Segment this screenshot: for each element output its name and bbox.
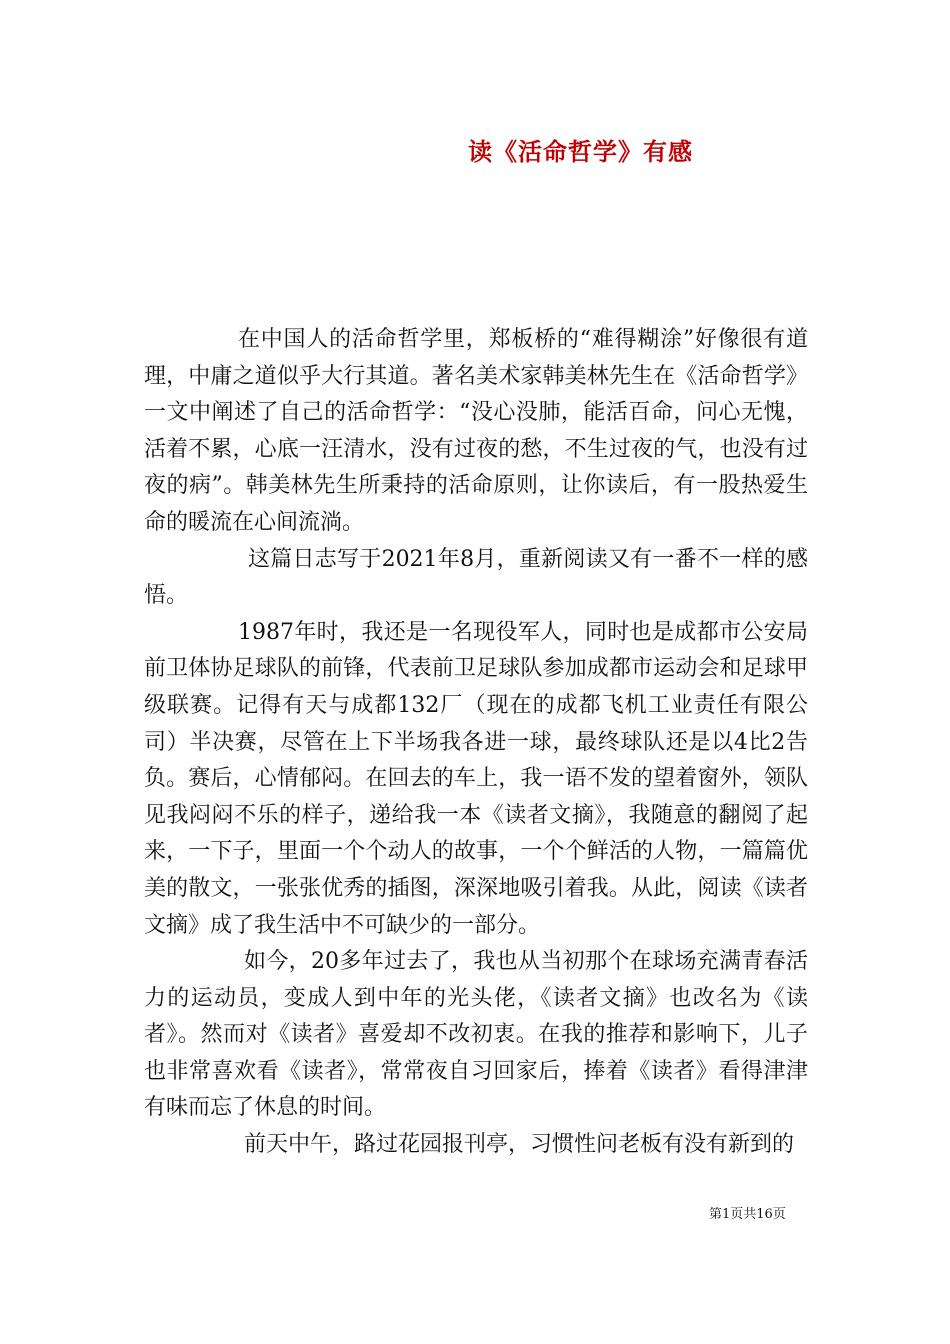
paragraph-2: 这篇日志写于2021年8月，重新阅读又有一番不一样的感悟。 (144, 546, 808, 609)
document-title: 读《活命哲学》有感 (468, 137, 693, 166)
paragraph-5: 前天中午，路过花园报刊亭，习惯性问老板有没有新到的 (244, 1132, 795, 1158)
paragraph-1: 在中国人的活命哲学里，郑板桥的“难得糊涂”好像很有道理，中庸之道似乎大行其道。著名美术家韩美林先生在《活命哲学》一文中阐述了自己的活命哲学：“没心没肺，能活百命，问心无愧，活着不累，心底一汪清水，没有过夜的愁，不生过夜的气，也没有过夜的病”。韩美林先生所秉持的活命原则，让你读后，有一股热爱生命的暖流在心间流淌。 (144, 327, 808, 535)
paragraph-3: 1987年时，我还是一名现役军人，同时也是成都市公安局前卫体协足球队的前锋，代表前卫足球队参加成都市运动会和足球甲级联赛。记得有天与成都132厂（现在的成都飞机工业责任有限公司）半决赛，尽管在上下半场我各进一球，最终球队还是以4比2告负。赛后，心情郁闷。在回去的车上，我一语不发的望着窗外，领队见我闷闷不乐的样子，递给我一本《读者文摘》，我随意的翻阅了起来，一下子，里面一个个动人的故事，一个个鲜活的人物，一篇篇优美的散文，一张张优秀的插图，深深地吸引着我。从此，阅读《读者文摘》成了我生活中不可缺少的一部分。 (144, 619, 808, 938)
page-number-footer: 第1页共16页 (709, 1207, 786, 1222)
paragraph-4: 如今，20多年过去了，我也从当初那个在球场充满青春活力的运动员，变成人到中年的光头佬，《读者文摘》也改名为《读者》。然而对《读者》喜爱却不改初衷。在我的推荐和影响下，儿子也非常喜欢看《读者》，常常夜自习回家后，捧着《读者》看得津津有味而忘了休息的时间。 (144, 949, 808, 1121)
document-body (144, 322, 808, 1164)
